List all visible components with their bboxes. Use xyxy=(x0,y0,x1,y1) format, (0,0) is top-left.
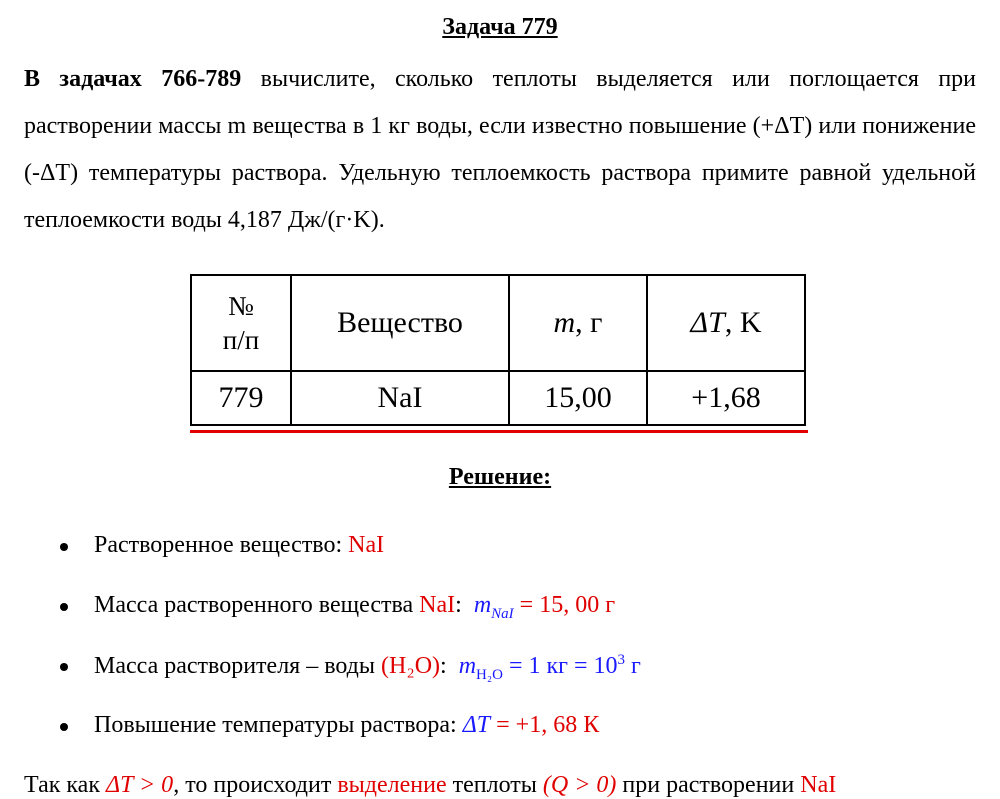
bullet-icon xyxy=(60,663,68,671)
item-label: Масса растворителя – воды xyxy=(94,653,382,679)
header-substance: Вещество xyxy=(291,275,509,371)
formula-subscript: NaI xyxy=(491,605,514,622)
item-formula xyxy=(453,652,641,683)
header-num-line1: № xyxy=(228,291,254,321)
formula-symbol: m xyxy=(458,653,477,679)
formula-subscript: H₂O xyxy=(476,666,503,683)
header-mass-unit: , г xyxy=(575,306,603,339)
item-substance: NaI xyxy=(419,592,456,618)
list-item xyxy=(60,712,641,772)
cell-dt: +1,68 xyxy=(647,371,805,425)
conclusion-line xyxy=(24,772,836,799)
problem-text: вычислите, сколько теплоты выделяется или поглощается при растворении массы m вещества в 1 кг воды, если известно повышение (+ΔT) или понижение (-ΔT) температуры раствора. Удельную теплоемкость раствора примите равной удельной теплоемкости воды 4,187 Дж/(г·K). xyxy=(24,66,977,233)
conclusion-q: (Q > 0) xyxy=(542,772,617,798)
problem-title: Задача 779 xyxy=(442,14,558,40)
conclusion-substance: NaI xyxy=(800,772,837,798)
conclusion-condition: ΔT > 0 xyxy=(105,772,174,798)
item-colon: : xyxy=(455,592,462,618)
header-mass-symbol: m xyxy=(553,306,576,339)
table-header-row xyxy=(191,275,805,371)
conclusion-text: Так как xyxy=(24,772,106,798)
solution-title: Решение: xyxy=(448,464,552,490)
table-underline xyxy=(190,430,808,433)
conclusion-text: при растворении xyxy=(616,772,801,798)
problem-range: В задачах 766-789 xyxy=(24,66,242,92)
cell-substance: NaI xyxy=(291,371,509,425)
data-table xyxy=(190,274,806,426)
bullet-icon xyxy=(60,603,68,611)
header-dt-unit: , K xyxy=(724,306,762,339)
header-num xyxy=(191,275,291,371)
conclusion-text: , то происходит xyxy=(173,772,338,798)
conclusion-keyword: выделение xyxy=(337,772,447,798)
item-label: Растворенное вещество: xyxy=(94,532,349,558)
cell-mass: 15,00 xyxy=(509,371,647,425)
header-dt-symbol: ΔT xyxy=(690,306,725,339)
formula-value: = 1 кг = 10 xyxy=(502,653,618,679)
formula-value: = +1, 68 К xyxy=(490,712,600,738)
bullet-icon xyxy=(60,543,68,551)
list-item xyxy=(60,652,641,712)
item-formula xyxy=(468,592,514,622)
formula-symbol: ΔT xyxy=(462,712,491,738)
cell-num: 779 xyxy=(191,371,291,425)
bullet-icon xyxy=(60,723,68,731)
given-list xyxy=(60,532,641,772)
header-num-line2: п/п xyxy=(222,325,260,355)
formula-unit: г xyxy=(625,653,641,679)
list-item xyxy=(60,532,641,592)
table-row xyxy=(191,371,805,425)
header-mass xyxy=(509,275,647,371)
item-value: NaI xyxy=(348,532,385,558)
problem-statement xyxy=(24,56,976,244)
formula-exponent: 3 xyxy=(617,652,626,668)
header-dt xyxy=(647,275,805,371)
item-substance: (H₂O) xyxy=(381,653,441,679)
conclusion-text: теплоты xyxy=(446,772,543,798)
item-label: Масса растворенного вещества xyxy=(94,592,420,618)
item-colon: : xyxy=(440,653,447,679)
item-label: Повышение температуры раствора: xyxy=(94,712,463,738)
formula-symbol: m xyxy=(473,592,492,618)
formula-value: = 15, 00 г xyxy=(513,592,616,618)
list-item xyxy=(60,592,641,652)
